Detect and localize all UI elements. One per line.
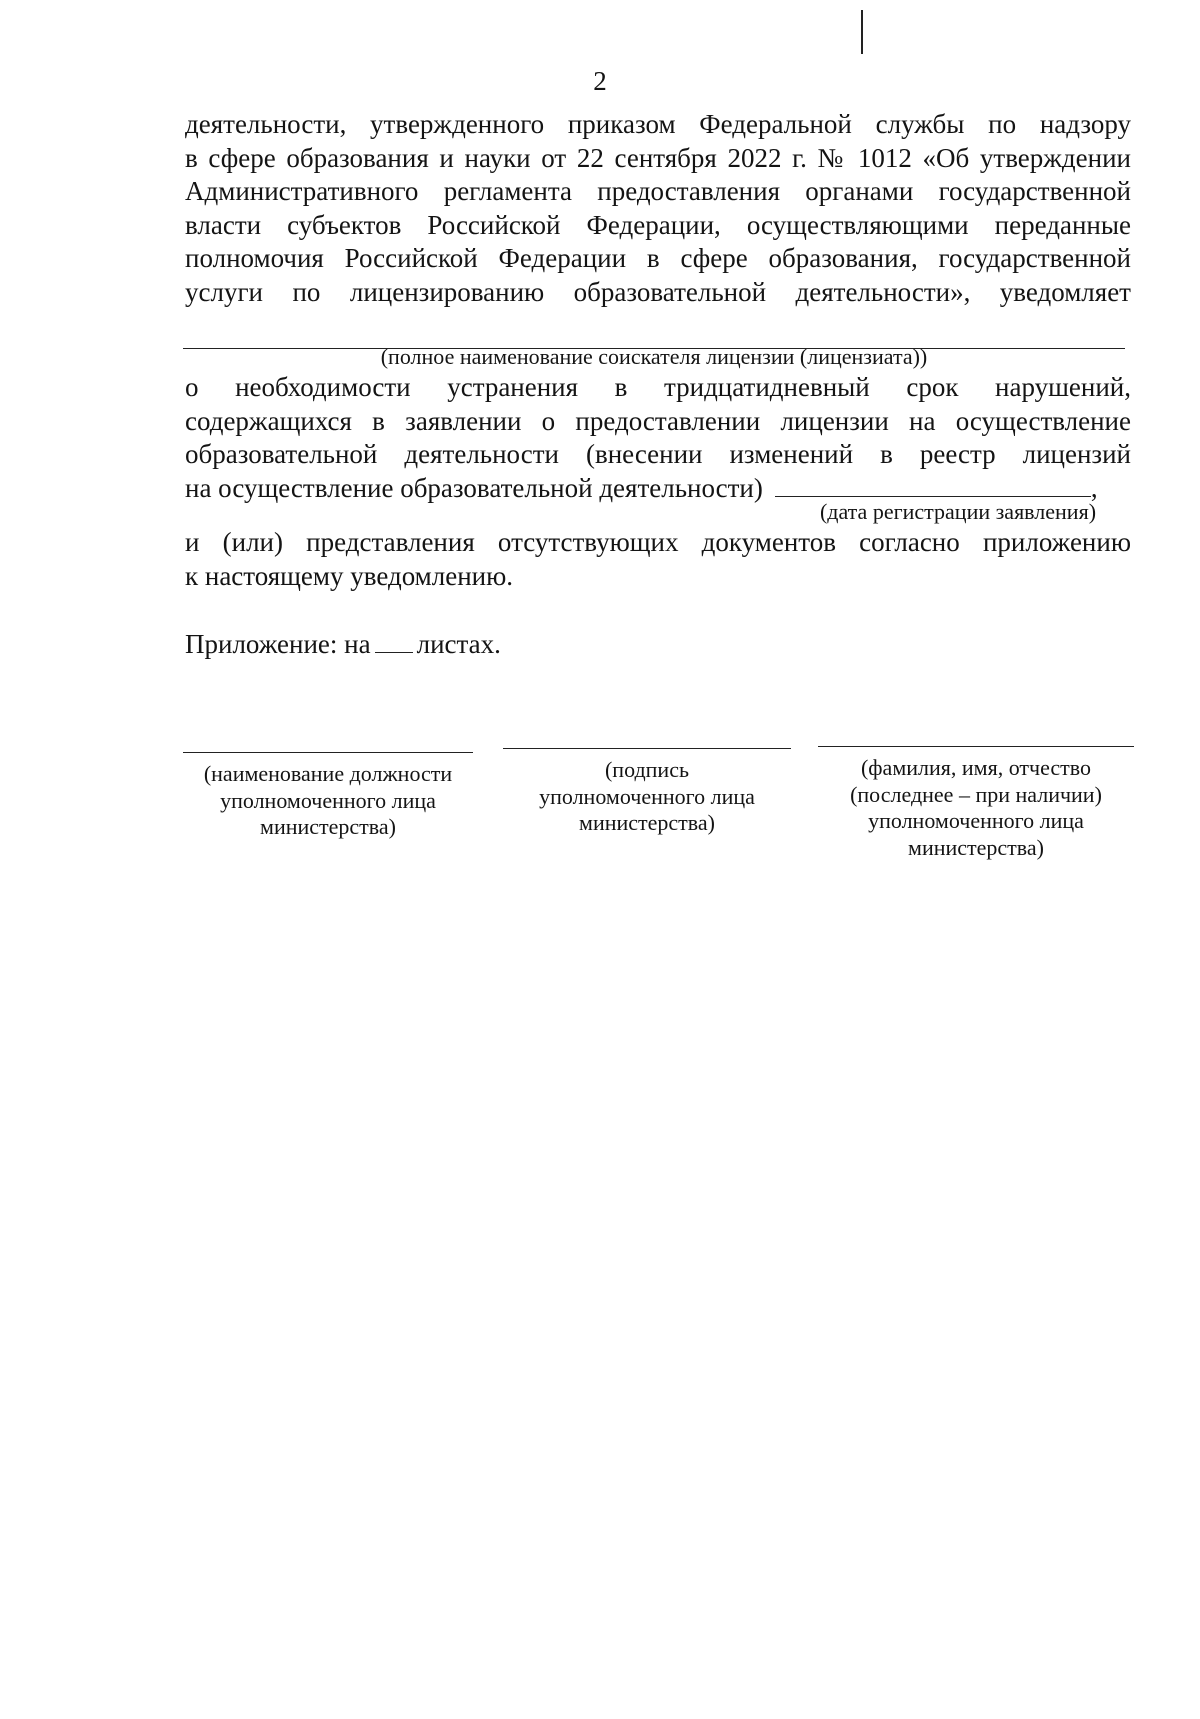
paragraph-documents [185, 526, 1131, 593]
text-line: к настоящему уведомлению. [185, 560, 514, 591]
caption-line: министерства) [579, 810, 715, 835]
text-line: власти субъектов Российской Федерации, осуществляющими переданные [185, 209, 1131, 240]
sheet-count-blank [375, 628, 413, 653]
applicant-name-caption: (полное наименование соискателя лицензии (лицензиата)) [380, 344, 928, 369]
caption-line: уполномоченного лица [220, 787, 436, 813]
caption-line: уполномоченного лица [868, 808, 1084, 833]
signature-block [503, 748, 791, 837]
text-line: о необходимости устранения в тридцатидневный срок нарушений, [185, 372, 1131, 402]
text-line: и (или) представления отсутствующих документов согласно приложению [185, 527, 1131, 557]
caption-line: (наименование должности [203, 761, 453, 786]
position-signature-block [183, 752, 473, 841]
attachment-suffix: листах. [416, 629, 501, 659]
paragraph-intro [185, 108, 1131, 309]
comma: , [1090, 472, 1098, 503]
scan-mark [861, 10, 863, 54]
text-line: в сфере образования и науки от 22 сентября 2022 г. № 1012 «Об утверждении [185, 142, 1131, 173]
text-line: содержащихся в заявлении о предоставлении лицензии на осуществление [185, 405, 1131, 436]
text-line: Административного регламента предоставления органами государственной [185, 176, 1131, 206]
signature-line [503, 748, 791, 749]
page-number: 2 [593, 66, 607, 96]
text-line: на осуществление образовательной деятельности) [185, 472, 763, 503]
caption-line: (фамилия, имя, отчество [860, 755, 1092, 780]
caption-line: министерства) [260, 814, 396, 839]
application-date-blank [775, 472, 1091, 497]
caption-line: (подпись [604, 757, 689, 782]
full-name-line [818, 746, 1134, 747]
caption-line: уполномоченного лица [539, 783, 755, 809]
text-line: образовательной деятельности (внесении изменений в реестр лицензий [185, 439, 1131, 469]
position-line [183, 752, 473, 753]
text-line: услуги по лицензированию образовательной деятельности», уведомляет [185, 276, 1131, 307]
date-caption: (дата регистрации заявления) [819, 499, 1097, 524]
text-line: полномочия Российской Федерации в сфере образования, государственной [185, 243, 1131, 273]
text-line: деятельности, утвержденного приказом Федеральной службы по надзору [185, 109, 1131, 139]
attachment-line [185, 628, 1131, 662]
paragraph-violations [185, 371, 1131, 505]
attachment-prefix: Приложение: на [185, 629, 371, 659]
caption-line: министерства) [908, 834, 1044, 860]
caption-line: (последнее – при наличии) [850, 781, 1102, 807]
full-name-signature-block [818, 746, 1134, 861]
